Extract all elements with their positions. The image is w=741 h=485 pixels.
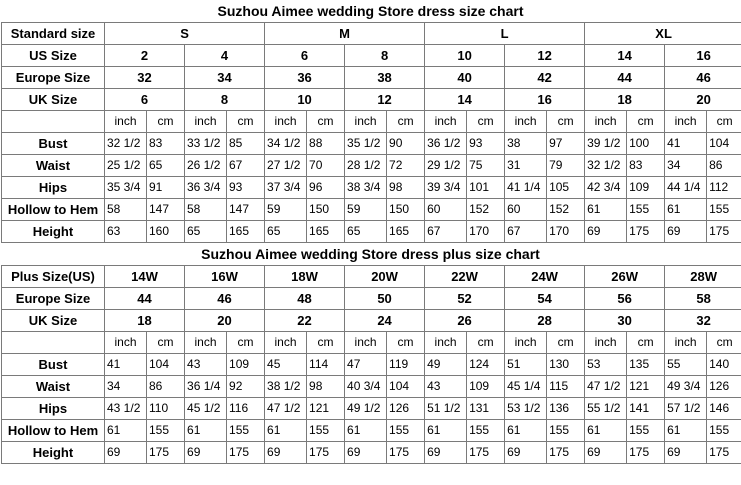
measurement-value: 155 xyxy=(147,420,185,442)
measurement-value: 59 xyxy=(265,199,307,221)
measurement-row xyxy=(2,199,741,221)
measurement-label: Bust xyxy=(2,133,105,155)
measurement-value: 43 xyxy=(185,354,227,376)
measurement-value: 130 xyxy=(547,354,585,376)
measurement-value: 61 xyxy=(585,199,627,221)
measurement-value: 175 xyxy=(467,442,505,464)
unit-cm: cm xyxy=(307,332,345,354)
measurement-value: 155 xyxy=(227,420,265,442)
size-value: 18 xyxy=(585,89,665,111)
measurement-label: Waist xyxy=(2,376,105,398)
row-label: Europe Size xyxy=(2,288,105,310)
measurement-value: 45 1/2 xyxy=(185,398,227,420)
measurement-value: 58 xyxy=(185,199,227,221)
measurement-value: 61 xyxy=(425,420,467,442)
size-value: 40 xyxy=(425,67,505,89)
measurement-label: Waist xyxy=(2,155,105,177)
size-value: 16 xyxy=(665,45,741,67)
measurement-value: 155 xyxy=(387,420,425,442)
unit-cm: cm xyxy=(547,332,585,354)
unit-row xyxy=(2,111,741,133)
measurement-value: 33 1/2 xyxy=(185,133,227,155)
measurement-value: 141 xyxy=(627,398,665,420)
measurement-value: 121 xyxy=(627,376,665,398)
standard-chart-title: Suzhou Aimee wedding Store dress size chart xyxy=(217,3,524,19)
unit-cm: cm xyxy=(147,111,185,133)
size-value: 20 xyxy=(185,310,265,332)
plus-size-18w: 18W xyxy=(265,266,345,288)
size-value: 36 xyxy=(265,67,345,89)
measurement-value: 69 xyxy=(105,442,147,464)
size-value: 48 xyxy=(265,288,345,310)
measurement-label: Hips xyxy=(2,177,105,199)
measurement-value: 175 xyxy=(387,442,425,464)
measurement-value: 37 3/4 xyxy=(265,177,307,199)
size-row xyxy=(2,89,741,111)
size-row xyxy=(2,310,741,332)
measurement-value: 175 xyxy=(307,442,345,464)
measurement-value: 69 xyxy=(425,442,467,464)
measurement-row xyxy=(2,376,741,398)
measurement-value: 147 xyxy=(227,199,265,221)
measurement-value: 65 xyxy=(147,155,185,177)
measurement-value: 124 xyxy=(467,354,505,376)
size-value: 8 xyxy=(345,45,425,67)
plus-size-22w: 22W xyxy=(425,266,505,288)
measurement-value: 155 xyxy=(627,199,665,221)
row-label: US Size xyxy=(2,45,105,67)
measurement-value: 51 1/2 xyxy=(425,398,467,420)
measurement-value: 150 xyxy=(307,199,345,221)
plus-size-24w: 24W xyxy=(505,266,585,288)
measurement-value: 65 xyxy=(185,221,227,243)
measurement-value: 175 xyxy=(147,442,185,464)
size-group-s: S xyxy=(105,23,265,45)
measurement-row xyxy=(2,354,741,376)
measurement-value: 60 xyxy=(425,199,467,221)
measurement-value: 69 xyxy=(265,442,307,464)
plus-size-20w: 20W xyxy=(345,266,425,288)
measurement-label: Hollow to Hem xyxy=(2,420,105,442)
measurement-row xyxy=(2,133,741,155)
measurement-value: 126 xyxy=(387,398,425,420)
measurement-value: 25 1/2 xyxy=(105,155,147,177)
size-value: 28 xyxy=(505,310,585,332)
measurement-value: 31 xyxy=(505,155,547,177)
measurement-value: 140 xyxy=(707,354,741,376)
unit-inch: inch xyxy=(265,111,307,133)
unit-inch: inch xyxy=(585,332,627,354)
measurement-label: Bust xyxy=(2,354,105,376)
measurement-value: 69 xyxy=(665,442,707,464)
size-value: 20 xyxy=(665,89,741,111)
measurement-value: 165 xyxy=(307,221,345,243)
measurement-value: 67 xyxy=(227,155,265,177)
measurement-label: Height xyxy=(2,442,105,464)
measurement-value: 109 xyxy=(467,376,505,398)
size-value: 56 xyxy=(585,288,665,310)
measurement-value: 86 xyxy=(707,155,741,177)
measurement-value: 58 xyxy=(105,199,147,221)
measurement-value: 160 xyxy=(147,221,185,243)
unit-row-blank xyxy=(2,111,105,133)
measurement-value: 112 xyxy=(707,177,741,199)
row-label: UK Size xyxy=(2,89,105,111)
measurement-label: Height xyxy=(2,221,105,243)
standard-size-table xyxy=(1,22,741,243)
measurement-value: 65 xyxy=(265,221,307,243)
measurement-value: 61 xyxy=(185,420,227,442)
size-value: 2 xyxy=(105,45,185,67)
unit-inch: inch xyxy=(105,332,147,354)
measurement-value: 36 3/4 xyxy=(185,177,227,199)
measurement-value: 170 xyxy=(547,221,585,243)
size-group-m: M xyxy=(265,23,425,45)
unit-inch: inch xyxy=(345,332,387,354)
measurement-value: 104 xyxy=(707,133,741,155)
measurement-value: 69 xyxy=(585,442,627,464)
measurement-value: 34 1/2 xyxy=(265,133,307,155)
size-value: 22 xyxy=(265,310,345,332)
measurement-value: 47 xyxy=(345,354,387,376)
unit-cm: cm xyxy=(387,111,425,133)
measurement-value: 85 xyxy=(227,133,265,155)
unit-cm: cm xyxy=(707,332,741,354)
measurement-value: 61 xyxy=(585,420,627,442)
measurement-value: 175 xyxy=(707,221,741,243)
measurement-value: 45 xyxy=(265,354,307,376)
measurement-value: 49 xyxy=(425,354,467,376)
measurement-value: 69 xyxy=(585,221,627,243)
unit-cm: cm xyxy=(547,111,585,133)
size-value: 26 xyxy=(425,310,505,332)
measurement-value: 55 xyxy=(665,354,707,376)
unit-inch: inch xyxy=(265,332,307,354)
measurement-value: 155 xyxy=(547,420,585,442)
measurement-value: 88 xyxy=(307,133,345,155)
measurement-value: 67 xyxy=(425,221,467,243)
measurement-value: 121 xyxy=(307,398,345,420)
measurement-value: 136 xyxy=(547,398,585,420)
measurement-value: 152 xyxy=(547,199,585,221)
measurement-value: 59 xyxy=(345,199,387,221)
size-value: 52 xyxy=(425,288,505,310)
measurement-value: 53 xyxy=(585,354,627,376)
measurement-value: 63 xyxy=(105,221,147,243)
size-value: 54 xyxy=(505,288,585,310)
measurement-value: 61 xyxy=(105,420,147,442)
unit-inch: inch xyxy=(505,111,547,133)
measurement-value: 155 xyxy=(307,420,345,442)
measurement-value: 51 xyxy=(505,354,547,376)
measurement-label: Hollow to Hem xyxy=(2,199,105,221)
size-value: 8 xyxy=(185,89,265,111)
unit-cm: cm xyxy=(387,332,425,354)
measurement-value: 34 xyxy=(105,376,147,398)
size-value: 4 xyxy=(185,45,265,67)
size-value: 46 xyxy=(185,288,265,310)
measurement-value: 90 xyxy=(387,133,425,155)
size-value: 12 xyxy=(505,45,585,67)
measurement-value: 97 xyxy=(547,133,585,155)
measurement-value: 61 xyxy=(505,420,547,442)
measurement-value: 69 xyxy=(345,442,387,464)
measurement-value: 175 xyxy=(547,442,585,464)
measurement-value: 47 1/2 xyxy=(265,398,307,420)
measurement-value: 93 xyxy=(467,133,505,155)
measurement-value: 28 1/2 xyxy=(345,155,387,177)
unit-cm: cm xyxy=(227,111,265,133)
size-value: 24 xyxy=(345,310,425,332)
measurement-value: 38 1/2 xyxy=(265,376,307,398)
plus-size-header-row xyxy=(2,266,741,288)
size-value: 6 xyxy=(105,89,185,111)
measurement-value: 100 xyxy=(627,133,665,155)
measurement-value: 26 1/2 xyxy=(185,155,227,177)
measurement-value: 83 xyxy=(147,133,185,155)
size-value: 38 xyxy=(345,67,425,89)
measurement-value: 38 xyxy=(505,133,547,155)
measurement-value: 91 xyxy=(147,177,185,199)
measurement-value: 40 3/4 xyxy=(345,376,387,398)
plus-chart-title: Suzhou Aimee wedding Store dress plus size chart xyxy=(201,246,540,262)
measurement-value: 67 xyxy=(505,221,547,243)
size-value: 12 xyxy=(345,89,425,111)
measurement-value: 41 xyxy=(665,133,707,155)
size-row xyxy=(2,45,741,67)
plus-size-table xyxy=(1,265,741,464)
measurement-value: 36 1/4 xyxy=(185,376,227,398)
size-group-xl: XL xyxy=(585,23,741,45)
measurement-value: 69 xyxy=(665,221,707,243)
measurement-value: 116 xyxy=(227,398,265,420)
measurement-value: 170 xyxy=(467,221,505,243)
plus-size-26w: 26W xyxy=(585,266,665,288)
measurement-row xyxy=(2,420,741,442)
unit-cm: cm xyxy=(307,111,345,133)
measurement-value: 32 1/2 xyxy=(105,133,147,155)
plus-size-16w: 16W xyxy=(185,266,265,288)
size-row xyxy=(2,67,741,89)
size-value: 30 xyxy=(585,310,665,332)
measurement-value: 175 xyxy=(227,442,265,464)
measurement-value: 55 1/2 xyxy=(585,398,627,420)
size-value: 14 xyxy=(585,45,665,67)
measurement-value: 35 1/2 xyxy=(345,133,387,155)
measurement-value: 29 1/2 xyxy=(425,155,467,177)
measurement-row xyxy=(2,177,741,199)
size-value: 44 xyxy=(105,288,185,310)
measurement-value: 79 xyxy=(547,155,585,177)
size-value: 16 xyxy=(505,89,585,111)
measurement-value: 35 3/4 xyxy=(105,177,147,199)
size-value: 50 xyxy=(345,288,425,310)
measurement-value: 114 xyxy=(307,354,345,376)
measurement-value: 60 xyxy=(505,199,547,221)
unit-inch: inch xyxy=(425,332,467,354)
measurement-value: 70 xyxy=(307,155,345,177)
unit-row-blank xyxy=(2,332,105,354)
size-row xyxy=(2,288,741,310)
unit-row xyxy=(2,332,741,354)
measurement-value: 61 xyxy=(665,199,707,221)
unit-inch: inch xyxy=(345,111,387,133)
measurement-row xyxy=(2,398,741,420)
measurement-value: 109 xyxy=(227,354,265,376)
measurement-value: 147 xyxy=(147,199,185,221)
unit-cm: cm xyxy=(467,332,505,354)
unit-inch: inch xyxy=(665,111,707,133)
measurement-value: 49 3/4 xyxy=(665,376,707,398)
size-value: 44 xyxy=(585,67,665,89)
measurement-value: 110 xyxy=(147,398,185,420)
measurement-value: 32 1/2 xyxy=(585,155,627,177)
measurement-value: 75 xyxy=(467,155,505,177)
measurement-value: 155 xyxy=(467,420,505,442)
measurement-row xyxy=(2,221,741,243)
measurement-value: 43 1/2 xyxy=(105,398,147,420)
measurement-row xyxy=(2,155,741,177)
measurement-value: 61 xyxy=(265,420,307,442)
measurement-value: 39 1/2 xyxy=(585,133,627,155)
measurement-label: Hips xyxy=(2,398,105,420)
unit-cm: cm xyxy=(707,111,741,133)
measurement-value: 61 xyxy=(665,420,707,442)
unit-inch: inch xyxy=(185,332,227,354)
size-value: 32 xyxy=(665,310,741,332)
measurement-value: 115 xyxy=(547,376,585,398)
size-value: 42 xyxy=(505,67,585,89)
measurement-value: 65 xyxy=(345,221,387,243)
measurement-value: 61 xyxy=(345,420,387,442)
measurement-value: 53 1/2 xyxy=(505,398,547,420)
measurement-value: 83 xyxy=(627,155,665,177)
measurement-value: 41 1/4 xyxy=(505,177,547,199)
measurement-value: 119 xyxy=(387,354,425,376)
measurement-value: 27 1/2 xyxy=(265,155,307,177)
unit-cm: cm xyxy=(227,332,265,354)
measurement-value: 165 xyxy=(227,221,265,243)
measurement-value: 98 xyxy=(387,177,425,199)
measurement-value: 155 xyxy=(627,420,665,442)
unit-inch: inch xyxy=(425,111,467,133)
plus-size-label: Plus Size(US) xyxy=(2,266,105,288)
measurement-value: 126 xyxy=(707,376,741,398)
size-value: 10 xyxy=(265,89,345,111)
size-value: 34 xyxy=(185,67,265,89)
measurement-value: 42 3/4 xyxy=(585,177,627,199)
measurement-value: 155 xyxy=(707,420,741,442)
measurement-value: 36 1/2 xyxy=(425,133,467,155)
plus-size-28w: 28W xyxy=(665,266,741,288)
size-value: 32 xyxy=(105,67,185,89)
measurement-value: 96 xyxy=(307,177,345,199)
measurement-value: 41 xyxy=(105,354,147,376)
size-group-l: L xyxy=(425,23,585,45)
measurement-value: 152 xyxy=(467,199,505,221)
measurement-value: 69 xyxy=(505,442,547,464)
measurement-value: 47 1/2 xyxy=(585,376,627,398)
size-value: 58 xyxy=(665,288,741,310)
size-value: 10 xyxy=(425,45,505,67)
measurement-value: 131 xyxy=(467,398,505,420)
measurement-value: 57 1/2 xyxy=(665,398,707,420)
measurement-value: 175 xyxy=(627,442,665,464)
measurement-value: 34 xyxy=(665,155,707,177)
measurement-value: 98 xyxy=(307,376,345,398)
measurement-value: 101 xyxy=(467,177,505,199)
measurement-value: 104 xyxy=(147,354,185,376)
size-value: 46 xyxy=(665,67,741,89)
measurement-value: 39 3/4 xyxy=(425,177,467,199)
unit-cm: cm xyxy=(627,332,665,354)
measurement-value: 146 xyxy=(707,398,741,420)
measurement-value: 104 xyxy=(387,376,425,398)
measurement-value: 69 xyxy=(185,442,227,464)
measurement-value: 135 xyxy=(627,354,665,376)
measurement-value: 38 3/4 xyxy=(345,177,387,199)
measurement-row xyxy=(2,442,741,464)
measurement-value: 175 xyxy=(627,221,665,243)
unit-inch: inch xyxy=(105,111,147,133)
measurement-value: 49 1/2 xyxy=(345,398,387,420)
size-value: 6 xyxy=(265,45,345,67)
row-label: UK Size xyxy=(2,310,105,332)
unit-cm: cm xyxy=(147,332,185,354)
measurement-value: 44 1/4 xyxy=(665,177,707,199)
unit-cm: cm xyxy=(627,111,665,133)
measurement-value: 105 xyxy=(547,177,585,199)
measurement-value: 45 1/4 xyxy=(505,376,547,398)
measurement-value: 109 xyxy=(627,177,665,199)
measurement-value: 92 xyxy=(227,376,265,398)
size-value: 18 xyxy=(105,310,185,332)
measurement-value: 86 xyxy=(147,376,185,398)
standard-size-header-row xyxy=(2,23,741,45)
measurement-value: 155 xyxy=(707,199,741,221)
standard-size-label: Standard size xyxy=(2,23,105,45)
plus-size-14w: 14W xyxy=(105,266,185,288)
unit-inch: inch xyxy=(185,111,227,133)
measurement-value: 165 xyxy=(387,221,425,243)
unit-cm: cm xyxy=(467,111,505,133)
measurement-value: 43 xyxy=(425,376,467,398)
measurement-value: 150 xyxy=(387,199,425,221)
measurement-value: 93 xyxy=(227,177,265,199)
row-label: Europe Size xyxy=(2,67,105,89)
measurement-value: 72 xyxy=(387,155,425,177)
unit-inch: inch xyxy=(505,332,547,354)
unit-inch: inch xyxy=(665,332,707,354)
measurement-value: 175 xyxy=(707,442,741,464)
unit-inch: inch xyxy=(585,111,627,133)
size-value: 14 xyxy=(425,89,505,111)
